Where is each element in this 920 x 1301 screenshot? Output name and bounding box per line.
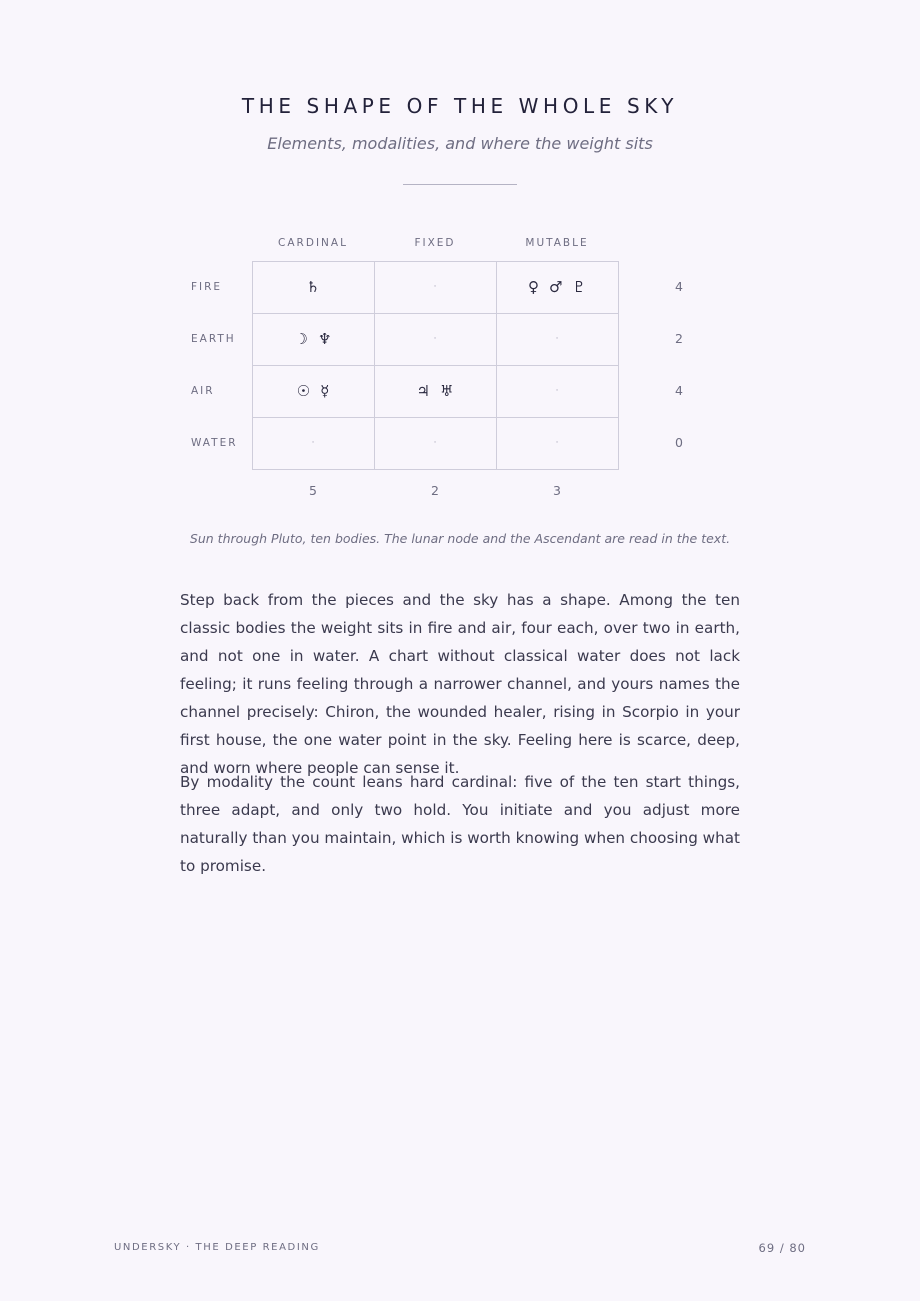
row-total: 0 [675,435,683,450]
empty-marker: · [555,386,559,396]
row-header-earth: EARTH [191,333,236,345]
column-total-cardinal: 5 [309,483,317,498]
empty-marker: · [433,334,437,344]
column-header-fixed: FIXED [414,237,456,249]
table-cell [374,417,496,469]
planet-glyph-icon: ☉ [296,382,311,400]
empty-marker: · [433,438,437,448]
footer-page-number: 69 / 80 [758,1241,806,1255]
table-cell [252,261,374,313]
table-cell [496,313,618,365]
body-paragraph: Step back from the pieces and the sky has a shape. Among the ten classic bodies the weight sits in fire and air, four each, over two in earth, and not one in water. A chart without classical water does not lack feeling; it runs feeling through a narrower channel, and yours names the channel precisely: Chiron, the wounded healer, rising in Scorpio in your first house, the one water point in the sky. Feeling here is scarce, deep, and worn where people can sense it. [180,591,740,777]
table-cell [374,261,496,313]
row-header-air: AIR [191,385,215,397]
empty-marker: · [555,438,559,448]
planet-glyph-icon: ☽ [294,330,308,348]
table-cell [252,313,374,365]
table-cell [496,261,618,313]
row-total: 2 [675,331,683,346]
planet-glyph-icon: ♂ [549,278,563,296]
planet-glyph-icon: ♃ [416,382,430,400]
empty-marker: · [433,282,437,292]
column-header-mutable: MUTABLE [525,237,589,249]
planet-glyph-icon: ♅ [440,382,454,400]
table-cell [252,417,374,469]
planet-glyph-icon: ♀ [528,278,540,296]
table-caption: Sun through Pluto, ten bodies. The lunar node and the Ascendant are read in the text. [189,531,731,546]
table-cell [374,313,496,365]
page-title: THE SHAPE OF THE WHOLE SKY [241,94,679,118]
planet-glyph-icon: ♇ [572,278,586,296]
row-total: 4 [675,279,683,294]
title-divider [403,184,517,185]
page-subtitle: Elements, modalities, and where the weight sits [267,134,653,153]
empty-marker: · [311,438,315,448]
body-paragraph: By modality the count leans hard cardinal: five of the ten start things, three adapt, and only two hold. You initiate and you adjust more naturally than you maintain, which is worth knowing when choosing what to promise. [180,773,740,875]
table-cell [374,365,496,417]
table-cell [496,365,618,417]
table-cell [496,417,618,469]
planet-glyph-icon: ♄ [306,278,320,296]
empty-marker: · [555,334,559,344]
row-total: 4 [675,383,683,398]
planet-glyph-icon: ☿ [320,382,330,400]
planet-glyph-icon: ♆ [318,330,332,348]
row-header-water: WATER [191,437,238,449]
table-cell [252,365,374,417]
column-header-cardinal: CARDINAL [278,237,348,249]
column-total-fixed: 2 [431,483,439,498]
row-header-fire: FIRE [191,281,223,293]
column-total-mutable: 3 [553,483,561,498]
footer-publication: UNDERSKY · THE DEEP READING [114,1242,320,1253]
